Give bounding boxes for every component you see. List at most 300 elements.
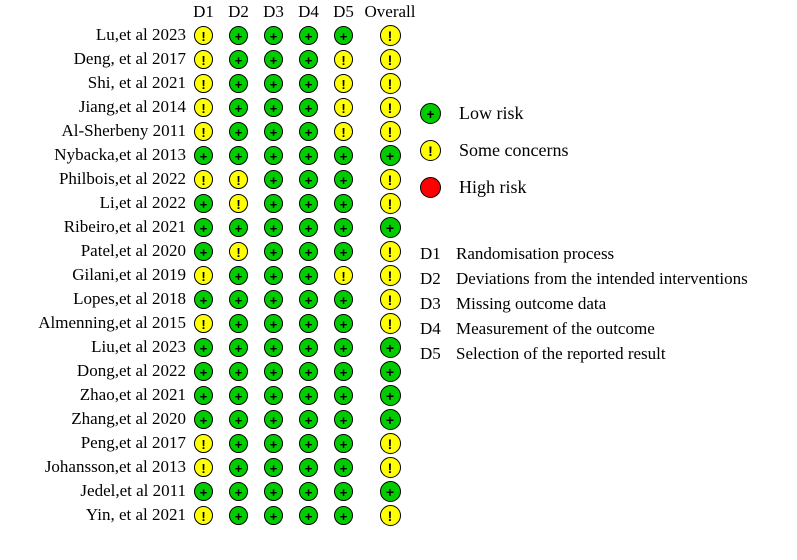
judgement-cell-d1 [186, 479, 221, 503]
low-judgement-icon: + [380, 481, 401, 502]
legend [420, 95, 568, 206]
judgement-cell-d1 [186, 191, 221, 215]
low-judgement-icon: + [299, 482, 318, 501]
domain-description-d1: Randomisation process [456, 244, 615, 263]
low-judgement-icon: + [334, 434, 353, 453]
low-judgement-icon: + [229, 50, 248, 69]
low-judgement-icon: + [194, 338, 213, 357]
judgement-cell-d1 [186, 215, 221, 239]
low-judgement-icon: + [334, 26, 353, 45]
low-risk-icon: + [420, 103, 441, 124]
low-judgement-icon: + [334, 482, 353, 501]
low-judgement-icon: + [264, 482, 283, 501]
study-label: Jedel,et al 2011 [80, 481, 186, 500]
domain-description-d5: Selection of the reported result [456, 344, 666, 363]
low-judgement-icon: + [299, 26, 318, 45]
low-judgement-icon: + [264, 506, 283, 525]
judgement-cell-d1 [186, 503, 221, 527]
low-judgement-icon: + [264, 242, 283, 261]
judgement-cell-d1 [186, 407, 221, 431]
low-judgement-icon: + [264, 410, 283, 429]
judgement-cell-d2 [221, 95, 256, 119]
low-judgement-icon: + [264, 146, 283, 165]
some-judgement-icon: ! [229, 170, 248, 189]
judgement-cell-d5 [326, 47, 361, 71]
column-header-d4: D4 [298, 2, 319, 21]
table-row [0, 95, 419, 119]
judgement-cell-d4 [291, 47, 326, 71]
judgement-cell-d5 [326, 407, 361, 431]
low-judgement-icon: + [299, 434, 318, 453]
low-judgement-icon: + [299, 458, 318, 477]
table-row [0, 215, 419, 239]
some-judgement-icon: ! [380, 457, 401, 478]
judgement-cell-d3 [256, 167, 291, 191]
judgement-cell-d5 [326, 23, 361, 47]
judgement-cell-d2 [221, 215, 256, 239]
table-body [0, 23, 419, 527]
low-judgement-icon: + [264, 338, 283, 357]
column-header-d1: D1 [193, 2, 214, 21]
table-row [0, 47, 419, 71]
table-row [0, 359, 419, 383]
judgement-cell-d3 [256, 119, 291, 143]
low-judgement-icon: + [264, 314, 283, 333]
judgement-cell-d2 [221, 407, 256, 431]
judgement-cell-overall [361, 95, 419, 119]
domain-key [420, 244, 748, 369]
judgement-cell-d4 [291, 335, 326, 359]
judgement-cell-d3 [256, 479, 291, 503]
table-row [0, 191, 419, 215]
judgement-cell-overall [361, 311, 419, 335]
judgement-cell-d2 [221, 503, 256, 527]
judgement-cell-d1 [186, 311, 221, 335]
low-judgement-icon: + [299, 266, 318, 285]
table-row [0, 431, 419, 455]
domain-code-d5: D5 [420, 344, 441, 363]
table-row [0, 455, 419, 479]
low-judgement-icon: + [334, 194, 353, 213]
judgement-cell-d3 [256, 143, 291, 167]
judgement-cell-d1 [186, 23, 221, 47]
low-judgement-icon: + [264, 194, 283, 213]
low-judgement-icon: + [264, 386, 283, 405]
some-judgement-icon: ! [194, 74, 213, 93]
low-judgement-icon: + [229, 434, 248, 453]
some-judgement-icon: ! [194, 266, 213, 285]
table-row [0, 335, 419, 359]
judgement-cell-d5 [326, 167, 361, 191]
low-judgement-icon: + [229, 218, 248, 237]
judgement-cell-d2 [221, 263, 256, 287]
some-judgement-icon: ! [194, 26, 213, 45]
low-judgement-icon: + [299, 386, 318, 405]
domain-key-row-d1 [420, 244, 748, 269]
legend-item-low-risk [420, 95, 568, 132]
judgement-cell-d5 [326, 383, 361, 407]
judgement-cell-d2 [221, 479, 256, 503]
legend-item-some-concerns [420, 132, 568, 169]
judgement-cell-d2 [221, 71, 256, 95]
domain-key-row-d4 [420, 319, 748, 344]
table-row [0, 383, 419, 407]
some-judgement-icon: ! [380, 505, 401, 526]
judgement-cell-d2 [221, 239, 256, 263]
judgement-cell-d2 [221, 23, 256, 47]
low-judgement-icon: + [299, 506, 318, 525]
judgement-cell-d2 [221, 359, 256, 383]
judgement-cell-d5 [326, 119, 361, 143]
low-judgement-icon: + [194, 146, 213, 165]
judgement-cell-d1 [186, 287, 221, 311]
judgement-cell-d4 [291, 311, 326, 335]
study-label: Lopes,et al 2018 [73, 289, 186, 308]
judgement-cell-overall [361, 239, 419, 263]
judgement-cell-d1 [186, 455, 221, 479]
judgement-cell-overall [361, 191, 419, 215]
low-judgement-icon: + [229, 98, 248, 117]
judgement-cell-d2 [221, 335, 256, 359]
domain-code-d3: D3 [420, 294, 441, 313]
judgement-cell-d1 [186, 263, 221, 287]
judgement-cell-d3 [256, 47, 291, 71]
study-label: Jiang,et al 2014 [78, 97, 186, 116]
low-judgement-icon: + [299, 74, 318, 93]
low-judgement-icon: + [299, 122, 318, 141]
study-label: Zhang,et al 2020 [71, 409, 186, 428]
judgement-cell-d4 [291, 167, 326, 191]
some-judgement-icon: ! [194, 50, 213, 69]
legend-item-high-risk [420, 169, 568, 206]
judgement-cell-d4 [291, 191, 326, 215]
low-judgement-icon: + [380, 361, 401, 382]
judgement-cell-overall [361, 47, 419, 71]
table-row [0, 407, 419, 431]
study-label: Yin, et al 2021 [85, 505, 186, 524]
low-judgement-icon: + [380, 409, 401, 430]
study-label: Lu,et al 2023 [95, 25, 186, 44]
low-judgement-icon: + [264, 50, 283, 69]
judgement-cell-d5 [326, 311, 361, 335]
study-label: Gilani,et al 2019 [72, 265, 186, 284]
table-row [0, 311, 419, 335]
judgement-cell-d1 [186, 143, 221, 167]
study-label: Deng, et al 2017 [73, 49, 186, 68]
judgement-cell-overall [361, 119, 419, 143]
low-judgement-icon: + [229, 74, 248, 93]
judgement-cell-d1 [186, 167, 221, 191]
some-judgement-icon: ! [229, 242, 248, 261]
column-header-d3: D3 [263, 2, 284, 21]
low-judgement-icon: + [264, 26, 283, 45]
low-judgement-icon: + [194, 242, 213, 261]
judgement-cell-d5 [326, 479, 361, 503]
domain-key-row-d2 [420, 269, 748, 294]
judgement-cell-d1 [186, 239, 221, 263]
domain-code-d1: D1 [420, 244, 441, 263]
study-label: Philbois,et al 2022 [58, 169, 186, 188]
low-judgement-icon: + [229, 410, 248, 429]
judgement-cell-d1 [186, 119, 221, 143]
low-judgement-icon: + [334, 218, 353, 237]
low-judgement-icon: + [229, 458, 248, 477]
judgement-cell-d3 [256, 71, 291, 95]
judgement-cell-d1 [186, 95, 221, 119]
legend-label-low-risk: Low risk [459, 103, 524, 123]
judgement-cell-d2 [221, 119, 256, 143]
judgement-cell-overall [361, 383, 419, 407]
judgement-cell-d1 [186, 335, 221, 359]
domain-code-d4: D4 [420, 319, 441, 338]
judgement-cell-d3 [256, 263, 291, 287]
study-label: Liu,et al 2023 [91, 337, 186, 356]
study-label: Nybacka,et al 2013 [54, 145, 186, 164]
judgement-cell-d3 [256, 455, 291, 479]
judgement-cell-overall [361, 143, 419, 167]
low-judgement-icon: + [264, 170, 283, 189]
judgement-cell-overall [361, 335, 419, 359]
low-judgement-icon: + [299, 410, 318, 429]
low-judgement-icon: + [229, 314, 248, 333]
study-label: Shi, et al 2021 [87, 73, 186, 92]
table-row [0, 167, 419, 191]
judgement-cell-d5 [326, 143, 361, 167]
low-judgement-icon: + [194, 218, 213, 237]
low-judgement-icon: + [334, 410, 353, 429]
some-judgement-icon: ! [380, 193, 401, 214]
table-row [0, 71, 419, 95]
judgement-cell-overall [361, 167, 419, 191]
judgement-cell-overall [361, 431, 419, 455]
judgement-cell-d3 [256, 191, 291, 215]
low-judgement-icon: + [264, 362, 283, 381]
judgement-cell-d4 [291, 287, 326, 311]
judgement-cell-d3 [256, 407, 291, 431]
judgement-cell-d3 [256, 335, 291, 359]
study-label: Li,et al 2022 [99, 193, 186, 212]
low-judgement-icon: + [229, 266, 248, 285]
table-row [0, 263, 419, 287]
table-row [0, 287, 419, 311]
judgement-cell-d3 [256, 23, 291, 47]
low-judgement-icon: + [380, 145, 401, 166]
domain-key-row-d3 [420, 294, 748, 319]
high-risk-icon [420, 177, 441, 198]
low-judgement-icon: + [334, 362, 353, 381]
low-judgement-icon: + [334, 314, 353, 333]
low-judgement-icon: + [229, 362, 248, 381]
judgement-cell-d3 [256, 95, 291, 119]
some-judgement-icon: ! [380, 169, 401, 190]
low-judgement-icon: + [299, 170, 318, 189]
some-judgement-icon: ! [194, 314, 213, 333]
study-label: Al-Sherbeny 2011 [61, 121, 186, 140]
judgement-cell-d2 [221, 47, 256, 71]
some-concerns-icon: ! [420, 140, 441, 161]
table-row [0, 23, 419, 47]
judgement-cell-d4 [291, 119, 326, 143]
domain-code-d2: D2 [420, 269, 441, 288]
judgement-cell-d2 [221, 191, 256, 215]
low-judgement-icon: + [229, 146, 248, 165]
low-judgement-icon: + [264, 290, 283, 309]
judgement-cell-d4 [291, 239, 326, 263]
judgement-cell-overall [361, 215, 419, 239]
some-judgement-icon: ! [380, 25, 401, 46]
low-judgement-icon: + [334, 458, 353, 477]
judgement-cell-d4 [291, 455, 326, 479]
low-judgement-icon: + [380, 385, 401, 406]
some-judgement-icon: ! [380, 97, 401, 118]
judgement-cell-overall [361, 407, 419, 431]
study-column-header [0, 0, 186, 23]
study-label: Almenning,et al 2015 [38, 313, 186, 332]
some-judgement-icon: ! [380, 73, 401, 94]
judgement-cell-d5 [326, 95, 361, 119]
low-judgement-icon: + [264, 122, 283, 141]
some-judgement-icon: ! [334, 98, 353, 117]
judgement-cell-d4 [291, 143, 326, 167]
low-judgement-icon: + [264, 98, 283, 117]
judgement-cell-overall [361, 71, 419, 95]
judgement-cell-d4 [291, 71, 326, 95]
some-judgement-icon: ! [334, 122, 353, 141]
judgement-cell-d4 [291, 383, 326, 407]
judgement-cell-d1 [186, 359, 221, 383]
judgement-cell-d4 [291, 95, 326, 119]
judgement-cell-d3 [256, 239, 291, 263]
some-judgement-icon: ! [380, 265, 401, 286]
column-header-overall: Overall [364, 2, 416, 21]
judgement-cell-overall [361, 479, 419, 503]
some-judgement-icon: ! [334, 266, 353, 285]
some-judgement-icon: ! [334, 50, 353, 69]
study-label: Zhao,et al 2021 [79, 385, 186, 404]
low-judgement-icon: + [264, 434, 283, 453]
study-label: Johansson,et al 2013 [44, 457, 186, 476]
low-judgement-icon: + [334, 170, 353, 189]
legend-label-high-risk: High risk [459, 177, 527, 197]
some-judgement-icon: ! [229, 194, 248, 213]
judgement-cell-d2 [221, 431, 256, 455]
judgement-cell-d3 [256, 311, 291, 335]
low-judgement-icon: + [334, 290, 353, 309]
judgement-cell-d4 [291, 359, 326, 383]
judgement-cell-d4 [291, 503, 326, 527]
table-row [0, 503, 419, 527]
low-judgement-icon: + [299, 362, 318, 381]
judgement-cell-d2 [221, 287, 256, 311]
judgement-cell-d4 [291, 407, 326, 431]
judgement-cell-d5 [326, 455, 361, 479]
low-judgement-icon: + [264, 74, 283, 93]
table-row [0, 143, 419, 167]
low-judgement-icon: + [229, 290, 248, 309]
table-header-row [0, 0, 419, 23]
study-label: Patel,et al 2020 [80, 241, 186, 260]
judgement-cell-d2 [221, 167, 256, 191]
judgement-cell-d3 [256, 383, 291, 407]
table-row [0, 239, 419, 263]
some-judgement-icon: ! [380, 121, 401, 142]
low-judgement-icon: + [299, 50, 318, 69]
low-judgement-icon: + [299, 146, 318, 165]
low-judgement-icon: + [299, 290, 318, 309]
column-header-d5: D5 [333, 2, 354, 21]
judgement-cell-d4 [291, 23, 326, 47]
some-judgement-icon: ! [194, 170, 213, 189]
column-header-d2: D2 [228, 2, 249, 21]
judgement-cell-d5 [326, 335, 361, 359]
judgement-cell-overall [361, 263, 419, 287]
low-judgement-icon: + [194, 194, 213, 213]
judgement-cell-d1 [186, 383, 221, 407]
some-judgement-icon: ! [380, 289, 401, 310]
judgement-cell-overall [361, 503, 419, 527]
low-judgement-icon: + [299, 98, 318, 117]
low-judgement-icon: + [334, 386, 353, 405]
domain-description-d4: Measurement of the outcome [456, 319, 655, 338]
table-row [0, 119, 419, 143]
some-judgement-icon: ! [194, 458, 213, 477]
low-judgement-icon: + [194, 410, 213, 429]
judgement-cell-d5 [326, 215, 361, 239]
judgement-cell-d2 [221, 311, 256, 335]
low-judgement-icon: + [229, 26, 248, 45]
some-judgement-icon: ! [194, 506, 213, 525]
low-judgement-icon: + [264, 458, 283, 477]
domain-description-d3: Missing outcome data [456, 294, 607, 313]
some-judgement-icon: ! [194, 122, 213, 141]
judgement-cell-d3 [256, 287, 291, 311]
study-label: Ribeiro,et al 2021 [63, 217, 186, 236]
judgement-cell-overall [361, 455, 419, 479]
low-judgement-icon: + [229, 482, 248, 501]
table-row [0, 479, 419, 503]
low-judgement-icon: + [334, 506, 353, 525]
judgement-cell-overall [361, 23, 419, 47]
judgement-cell-d4 [291, 263, 326, 287]
low-judgement-icon: + [229, 386, 248, 405]
judgement-cell-d2 [221, 383, 256, 407]
low-judgement-icon: + [229, 338, 248, 357]
low-judgement-icon: + [299, 314, 318, 333]
legend-label-some-concerns: Some concerns [459, 140, 569, 160]
judgement-cell-d2 [221, 455, 256, 479]
low-judgement-icon: + [194, 386, 213, 405]
judgement-cell-d2 [221, 143, 256, 167]
low-judgement-icon: + [334, 242, 353, 261]
judgement-cell-d5 [326, 431, 361, 455]
judgement-cell-d4 [291, 479, 326, 503]
study-label: Peng,et al 2017 [80, 433, 186, 452]
judgement-cell-d5 [326, 239, 361, 263]
judgement-cell-d4 [291, 431, 326, 455]
low-judgement-icon: + [194, 290, 213, 309]
some-judgement-icon: ! [194, 98, 213, 117]
judgement-cell-d5 [326, 263, 361, 287]
judgement-cell-d5 [326, 359, 361, 383]
low-judgement-icon: + [229, 122, 248, 141]
judgement-cell-d3 [256, 215, 291, 239]
judgement-cell-d1 [186, 431, 221, 455]
judgement-cell-d4 [291, 215, 326, 239]
low-judgement-icon: + [334, 338, 353, 357]
some-judgement-icon: ! [334, 74, 353, 93]
low-judgement-icon: + [264, 218, 283, 237]
judgement-cell-d5 [326, 287, 361, 311]
